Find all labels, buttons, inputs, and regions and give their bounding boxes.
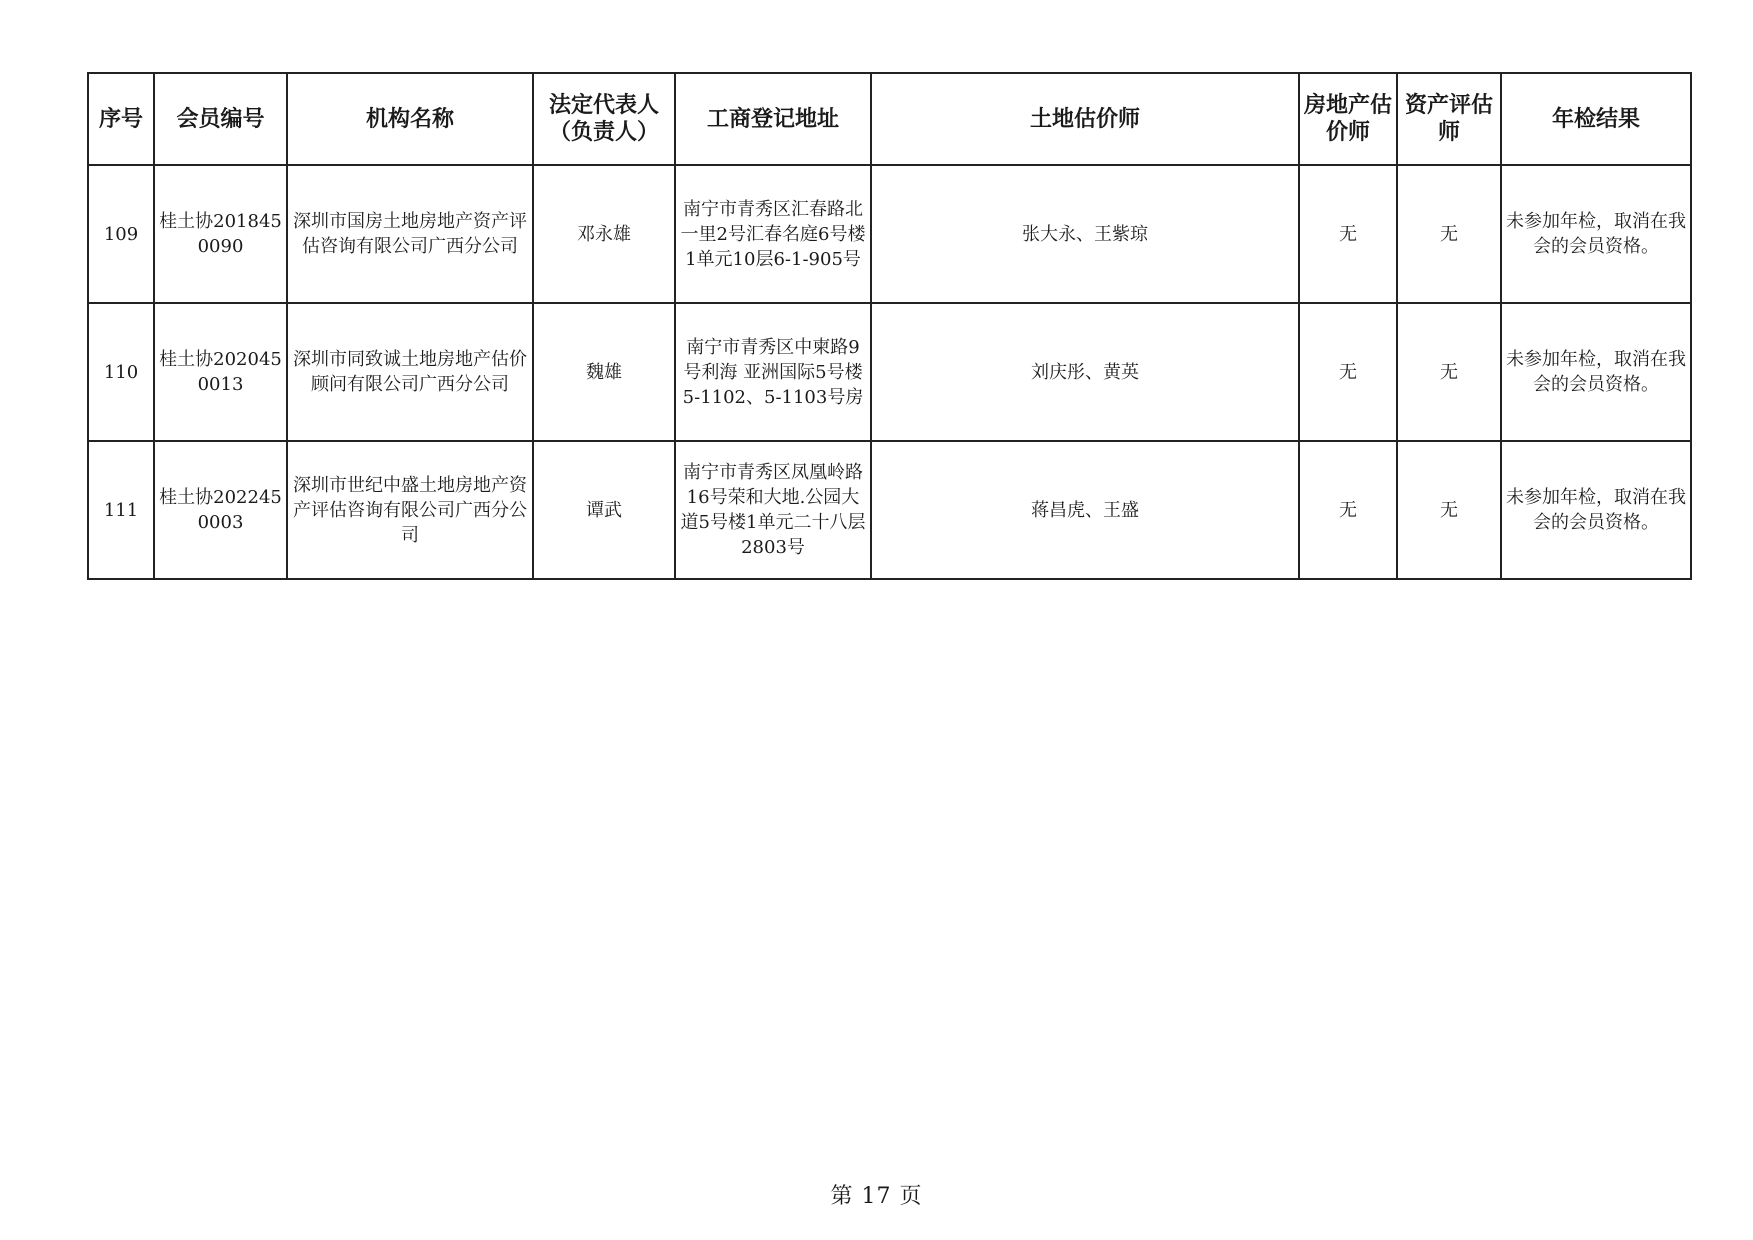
- cell-org-name: 深圳市世纪中盛土地房地产资产评估咨询有限公司广西分公司: [287, 441, 533, 579]
- cell-land-appraisers: 蒋昌虎、王盛: [871, 441, 1299, 579]
- cell-real-estate-appraisers: 无: [1299, 441, 1397, 579]
- cell-real-estate-appraisers: 无: [1299, 303, 1397, 441]
- cell-member-no: 桂土协2018450090: [154, 165, 287, 303]
- member-roster-table: [87, 72, 1692, 580]
- table-header-row: [88, 73, 1691, 165]
- cell-asset-appraisers: 无: [1397, 441, 1501, 579]
- cell-seq: 111: [88, 441, 154, 579]
- cell-asset-appraisers: 无: [1397, 303, 1501, 441]
- cell-result: 未参加年检，取消在我会的会员资格。: [1501, 441, 1691, 579]
- cell-seq: 110: [88, 303, 154, 441]
- header-asset-appraisers: 资产评估师: [1397, 73, 1501, 165]
- cell-address: 南宁市青秀区中柬路9号利海 亚洲国际5号楼5-1102、5-1103号房: [675, 303, 871, 441]
- header-land-appraisers: 土地估价师: [871, 73, 1299, 165]
- cell-member-no: 桂土协2022450003: [154, 441, 287, 579]
- cell-seq: 109: [88, 165, 154, 303]
- cell-address: 南宁市青秀区汇春路北一里2号汇春名庭6号楼1单元10层6-1-905号: [675, 165, 871, 303]
- header-seq: 序号: [88, 73, 154, 165]
- cell-result: 未参加年检，取消在我会的会员资格。: [1501, 165, 1691, 303]
- cell-address: 南宁市青秀区凤凰岭路16号荣和大地.公园大道5号楼1单元二十八层2803号: [675, 441, 871, 579]
- cell-land-appraisers: 刘庆彤、黄英: [871, 303, 1299, 441]
- header-legal-rep: 法定代表人（负责人）: [533, 73, 675, 165]
- header-address: 工商登记地址: [675, 73, 871, 165]
- cell-org-name: 深圳市同致诚土地房地产估价顾问有限公司广西分公司: [287, 303, 533, 441]
- cell-member-no: 桂土协2020450013: [154, 303, 287, 441]
- table-row: [88, 303, 1691, 441]
- page-footer: [0, 1179, 1753, 1210]
- cell-result: 未参加年检，取消在我会的会员资格。: [1501, 303, 1691, 441]
- cell-org-name: 深圳市国房土地房地产资产评估咨询有限公司广西分公司: [287, 165, 533, 303]
- table-row: [88, 165, 1691, 303]
- header-real-estate-appraisers: 房地产估价师: [1299, 73, 1397, 165]
- cell-real-estate-appraisers: 无: [1299, 165, 1397, 303]
- header-org-name: 机构名称: [287, 73, 533, 165]
- cell-legal-rep: 谭武: [533, 441, 675, 579]
- table-row: [88, 441, 1691, 579]
- page-number-label: 第 17 页: [830, 1184, 923, 1209]
- cell-legal-rep: 魏雄: [533, 303, 675, 441]
- cell-land-appraisers: 张大永、王紫琼: [871, 165, 1299, 303]
- cell-legal-rep: 邓永雄: [533, 165, 675, 303]
- header-result: 年检结果: [1501, 73, 1691, 165]
- cell-asset-appraisers: 无: [1397, 165, 1501, 303]
- header-member-no: 会员编号: [154, 73, 287, 165]
